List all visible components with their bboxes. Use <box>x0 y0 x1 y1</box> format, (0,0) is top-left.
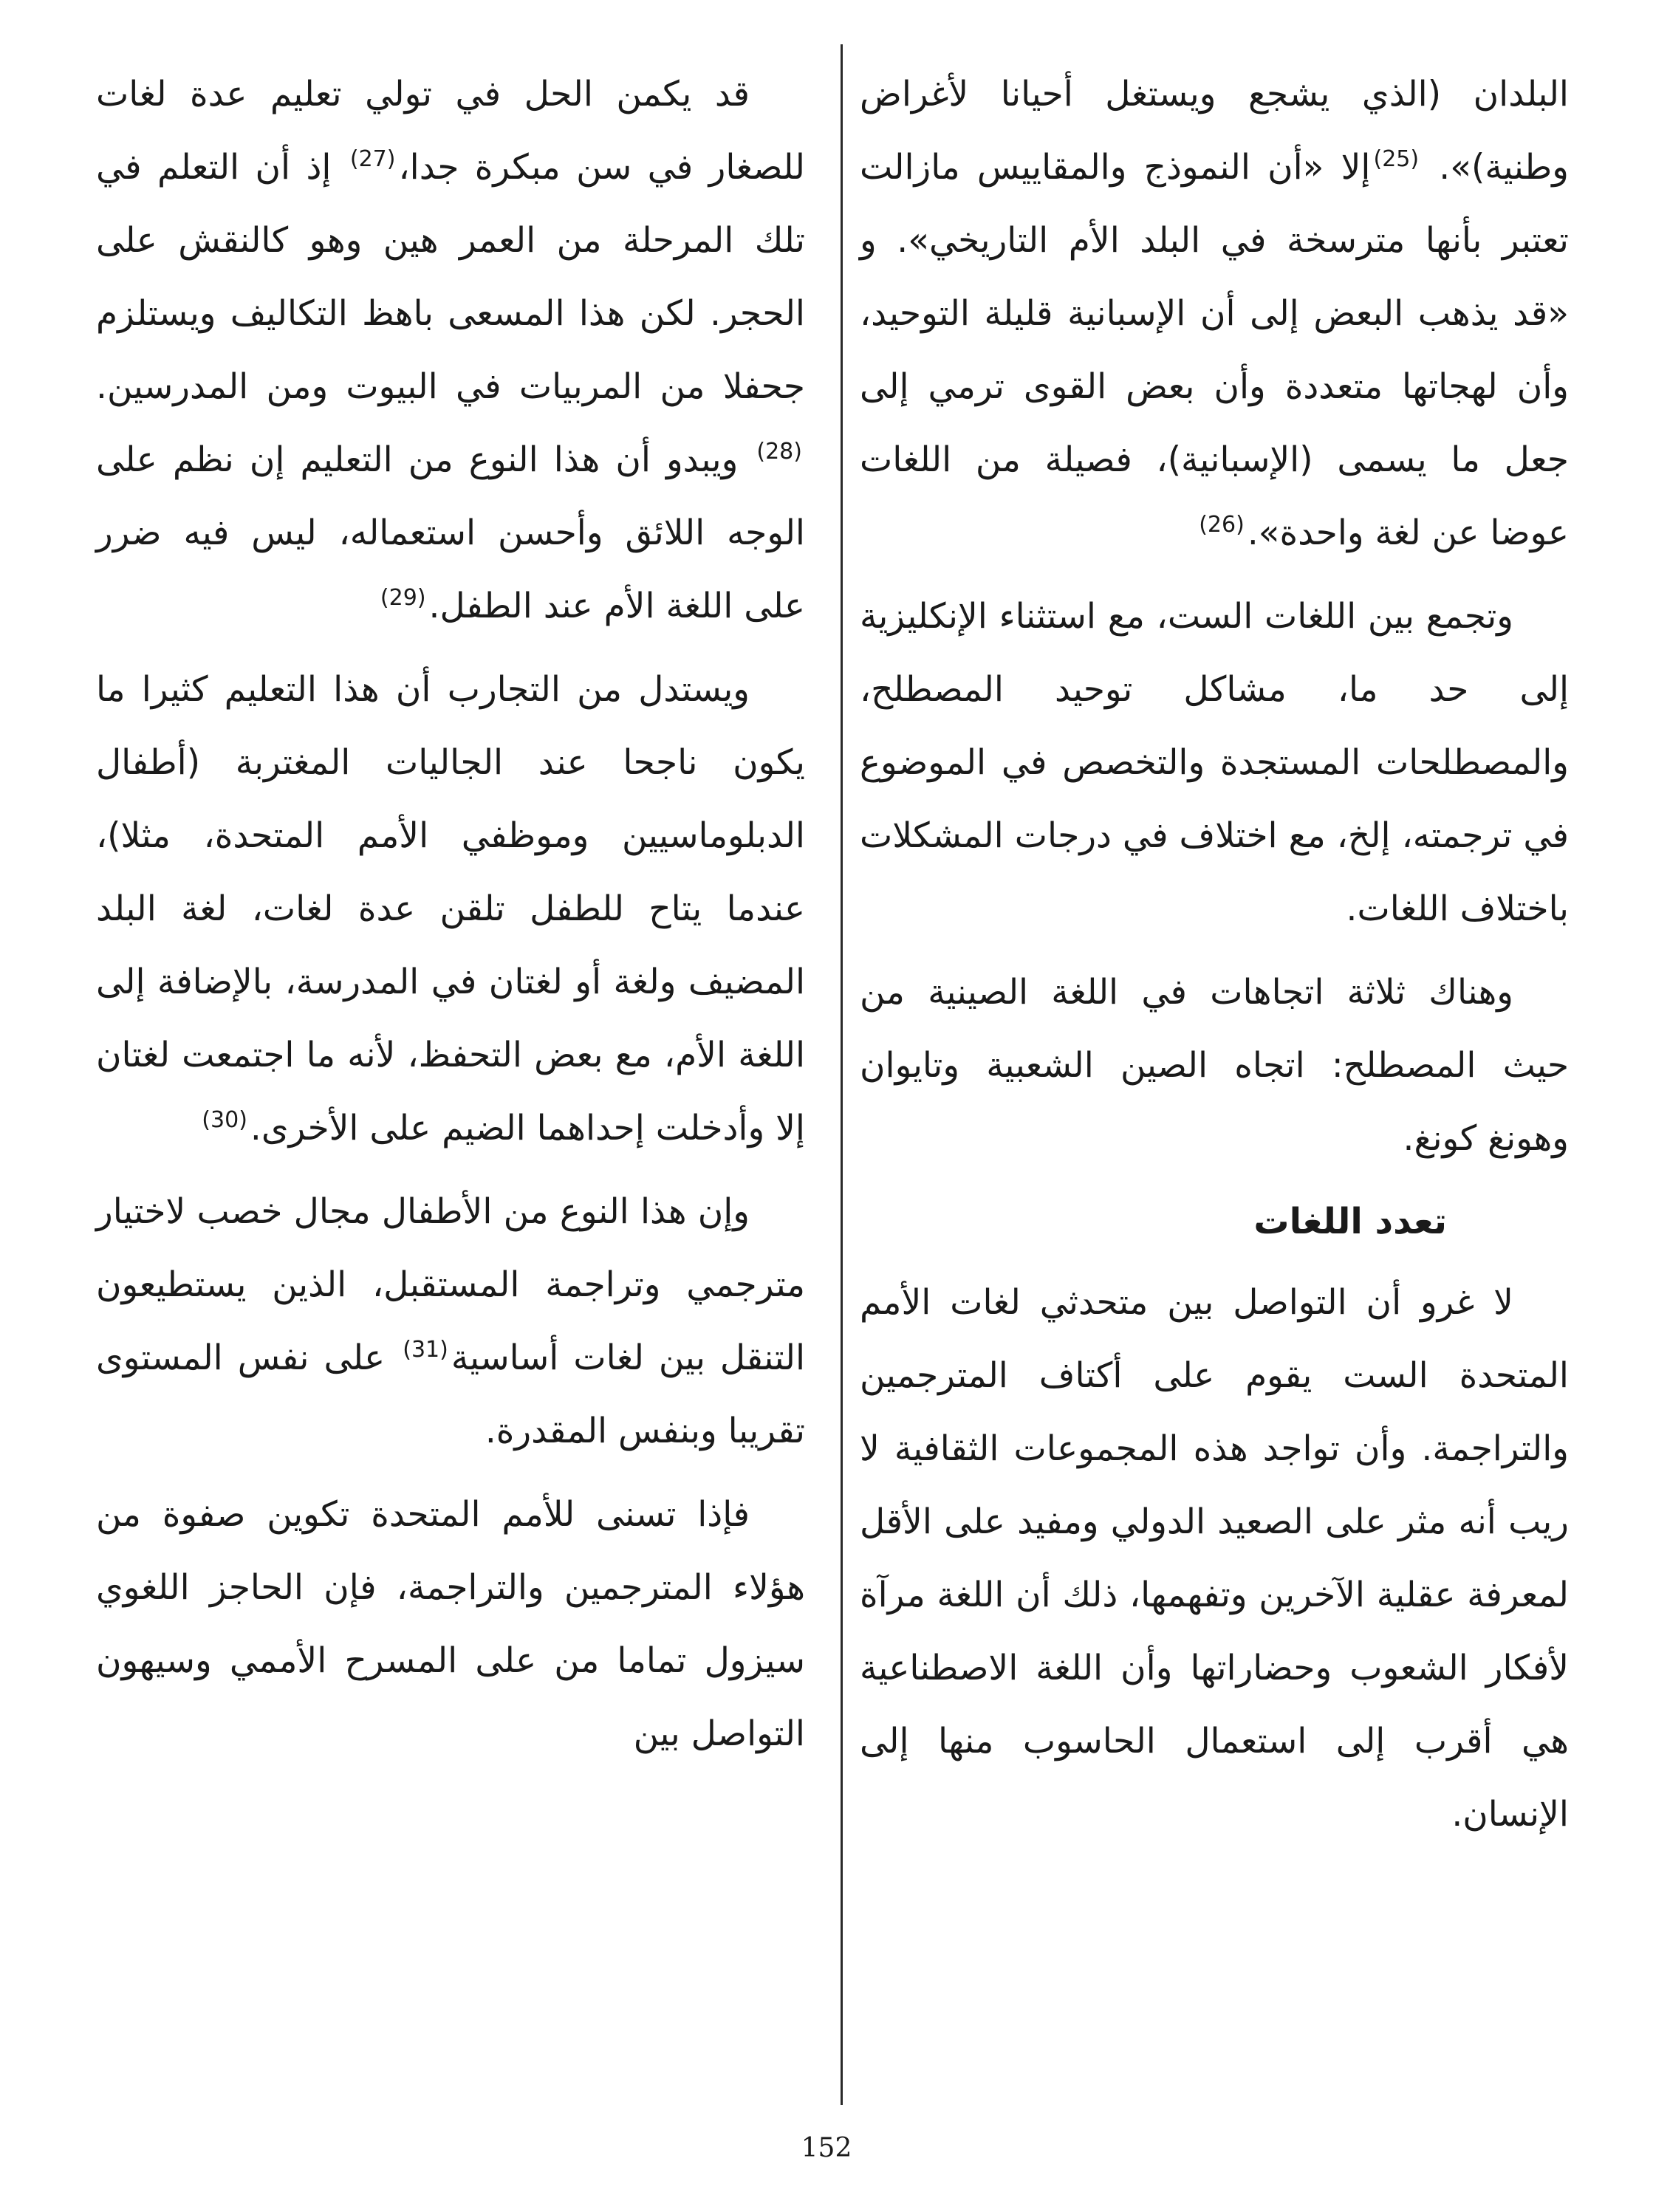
paragraph <box>96 1478 805 1770</box>
footnote-ref: (25) <box>1373 146 1420 173</box>
right-column <box>860 58 1569 1861</box>
page-number: 152 <box>801 2133 852 2163</box>
footnote-ref: (30) <box>202 1107 247 1134</box>
paragraph <box>860 580 1569 945</box>
paragraph-text: ويبدو أن هذا النوع من التعليم إن نظم على الوجه اللائق وأحسن استعماله، ليس فيه ضرر على اللغة الأم عند الطفل. <box>96 439 805 626</box>
column-divider <box>841 44 843 2105</box>
paragraph-text: لا غرو أن التواصل بين متحدثي لغات الأمم المتحدة الست يقوم على أكتاف المترجمين والتراجمة. وأن تواجد هذه المجموعات الثقافية لا ريب أنه مثر على الصعيد الدولي ومفيد على الأقل لمعرفة عقلية الآخرين وتفهمها، ذلك أن اللغة مرآة لأفكار الشعوب وحضاراتها وأن اللغة الاصطناعية هي أقرب إلى استعمال الحاسوب منها إلى الإنسان. <box>860 1282 1569 1835</box>
footnote-ref: (27) <box>349 146 396 173</box>
paragraph-text: إلا «أن النموذج والمقاييس مازالت تعتبر بأنها مترسخة في البلد الأم التاريخي». و «قد يذهب البعض إلى أن الإسبانية قليلة التوحيد، وأن لهجاتها متعددة وأن بعض القوى ترمي إلى جعل ما يسمى (الإسبانية)، فصيلة من اللغات عوضا عن لغة واحدة». <box>860 147 1569 553</box>
footnote-ref: (26) <box>1199 512 1245 538</box>
paragraph <box>860 1266 1569 1851</box>
paragraph-text: وهناك ثلاثة اتجاهات في اللغة الصينية من حيث المصطلح: اتجاه الصين الشعبية وتايوان وهونغ كونغ. <box>860 972 1569 1159</box>
paragraph-text: فإذا تسنى للأمم المتحدة تكوين صفوة من هؤلاء المترجمين والتراجمة، فإن الحاجز اللغوي سيزول تماما من على المسرح الأممي وسيهون التواصل بين <box>96 1494 805 1754</box>
paragraph-text: إذ أن التعلم في تلك المرحلة من العمر هين وهو كالنقش على الحجر. لكن هذا المسعى باهظ التكاليف ويستلزم جحفلا من المربيات في البيوت ومن المدرسين. <box>96 147 805 407</box>
paragraph <box>96 58 805 643</box>
footnote-ref: (31) <box>403 1337 448 1363</box>
paragraph <box>860 956 1569 1175</box>
paragraph <box>96 1175 805 1468</box>
footnote-ref: (28) <box>756 439 802 465</box>
paragraph-text: البلدان (الذي يشجع ويستغل أحيانا لأغراض وطنية)». <box>860 74 1569 188</box>
paragraph-text: ويستدل من التجارب أن هذا التعليم كثيرا ما يكون ناجحا عند الجاليات المغتربة (أطفال الدبلوماسيين وموظفي الأمم المتحدة، مثلا)، عندما يتاح للطفل تلقن عدة لغات، لغة البلد المضيف ولغة أو لغتان في المدرسة، بالإضافة إلى اللغة الأم، مع بعض التحفظ، لأنه ما اجتمعت لغتان إلا وأدخلت إحداهما الضيم على الأخرى. <box>96 669 805 1148</box>
paragraph-text: على نفس المستوى تقريبا وبنفس المقدرة. <box>96 1338 805 1451</box>
paragraph-text: قد يكمن الحل في تولي تعليم عدة لغات للصغار في سن مبكرة جدا، <box>96 74 805 188</box>
paragraph <box>96 653 805 1165</box>
section-heading: تعدد اللغات <box>1253 1201 1447 1242</box>
paragraph <box>860 58 1569 569</box>
left-column <box>96 58 805 1781</box>
footnote-ref: (29) <box>380 585 426 612</box>
paragraph-text: وإن هذا النوع من الأطفال مجال خصب لاختيار مترجمي وتراجمة المستقبل، الذين يستطيعون التنقل بين لغات أساسية <box>96 1191 806 1378</box>
paragraph-text: وتجمع بين اللغات الست، مع استثناء الإنكليزية إلى حد ما، مشاكل توحيد المصطلح، والمصطلحات المستجدة والتخصص في الموضوع في ترجمته، إلخ، مع اختلاف في درجات المشكلات باختلاف اللغات. <box>860 596 1569 929</box>
